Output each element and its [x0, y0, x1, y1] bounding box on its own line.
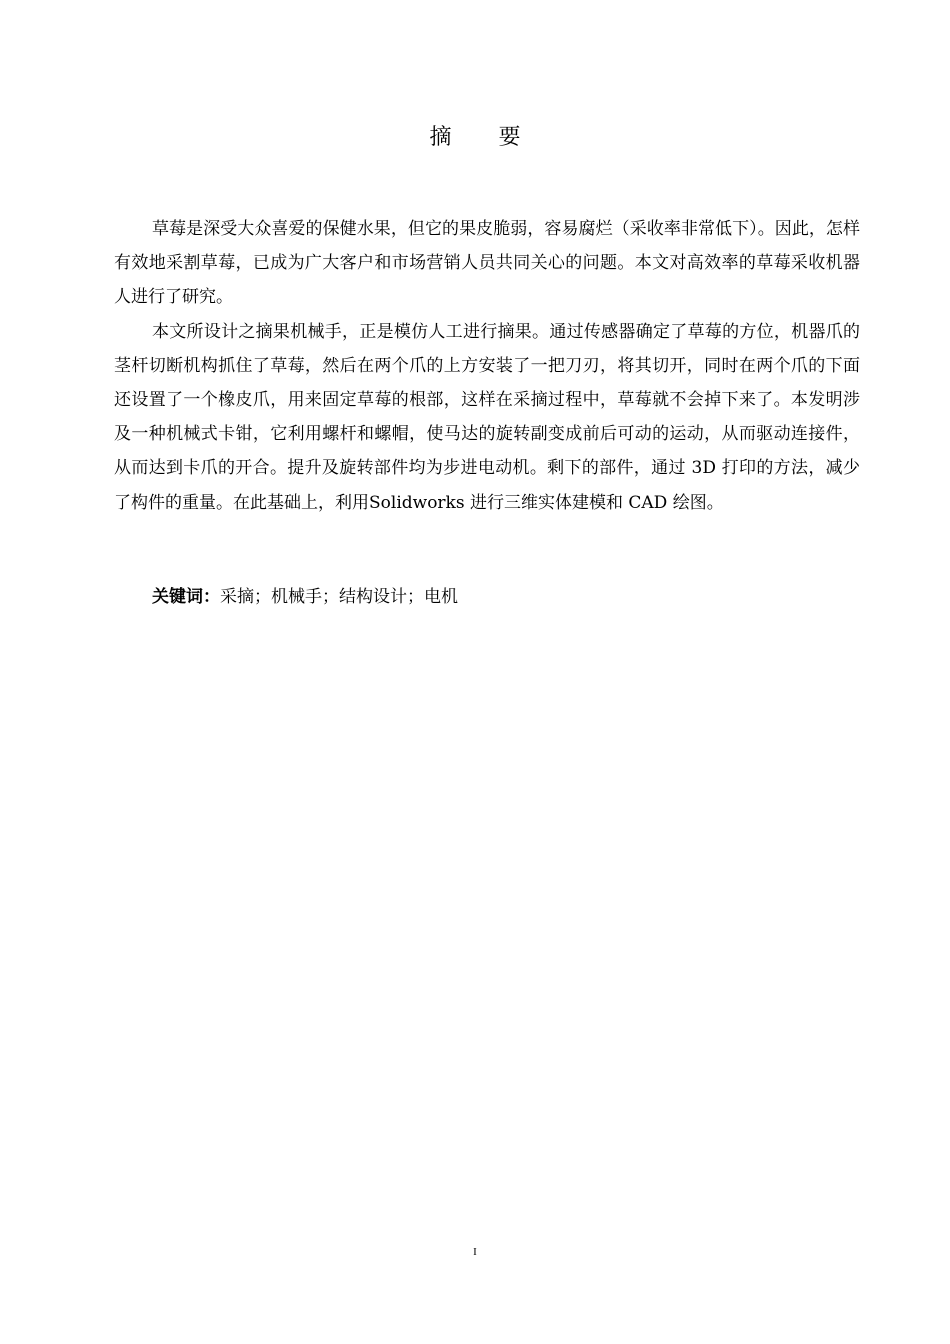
abstract-body [114, 212, 860, 520]
keywords-line [152, 584, 458, 610]
keywords-value: 采摘；机械手；结构设计；电机 [220, 587, 458, 607]
abstract-paragraph-2: 本文所设计之摘果机械手，正是模仿人工进行摘果。通过传感器确定了草莓的方位，机器爪的茎杆切断机构抓住了草莓，然后在两个爪的上方安装了一把刀刃，将其切开，同时在两个爪的下面还设置了一个橡皮爪，用来固定草莓的根部，这样在采摘过程中，草莓就不会掉下来了。本发明涉及一种机械式卡钳，它利用螺杆和螺帽，使马达的旋转副变成前后可动的运动，从而驱动连接件，从而达到卡爪的开合。提升及旋转部件均为步进电动机。剩下的部件，通过 3D 打印的方法，减少了构件的重量。在此基础上，利用Solidworks 进行三维实体建模和 CAD 绘图。 [114, 321, 860, 513]
keywords-label: 关键词： [152, 587, 220, 607]
page-number: I [473, 1246, 477, 1258]
abstract-paragraph-1: 草莓是深受大众喜爱的保健水果，但它的果皮脆弱，容易腐烂（采收率非常低下）。因此，怎样有效地采割草莓，已成为广大客户和市场营销人员共同关心的问题。本文对高效率的草莓采收机器人进行了研究。 [114, 219, 860, 308]
abstract-title: 摘 要 [429, 125, 541, 150]
